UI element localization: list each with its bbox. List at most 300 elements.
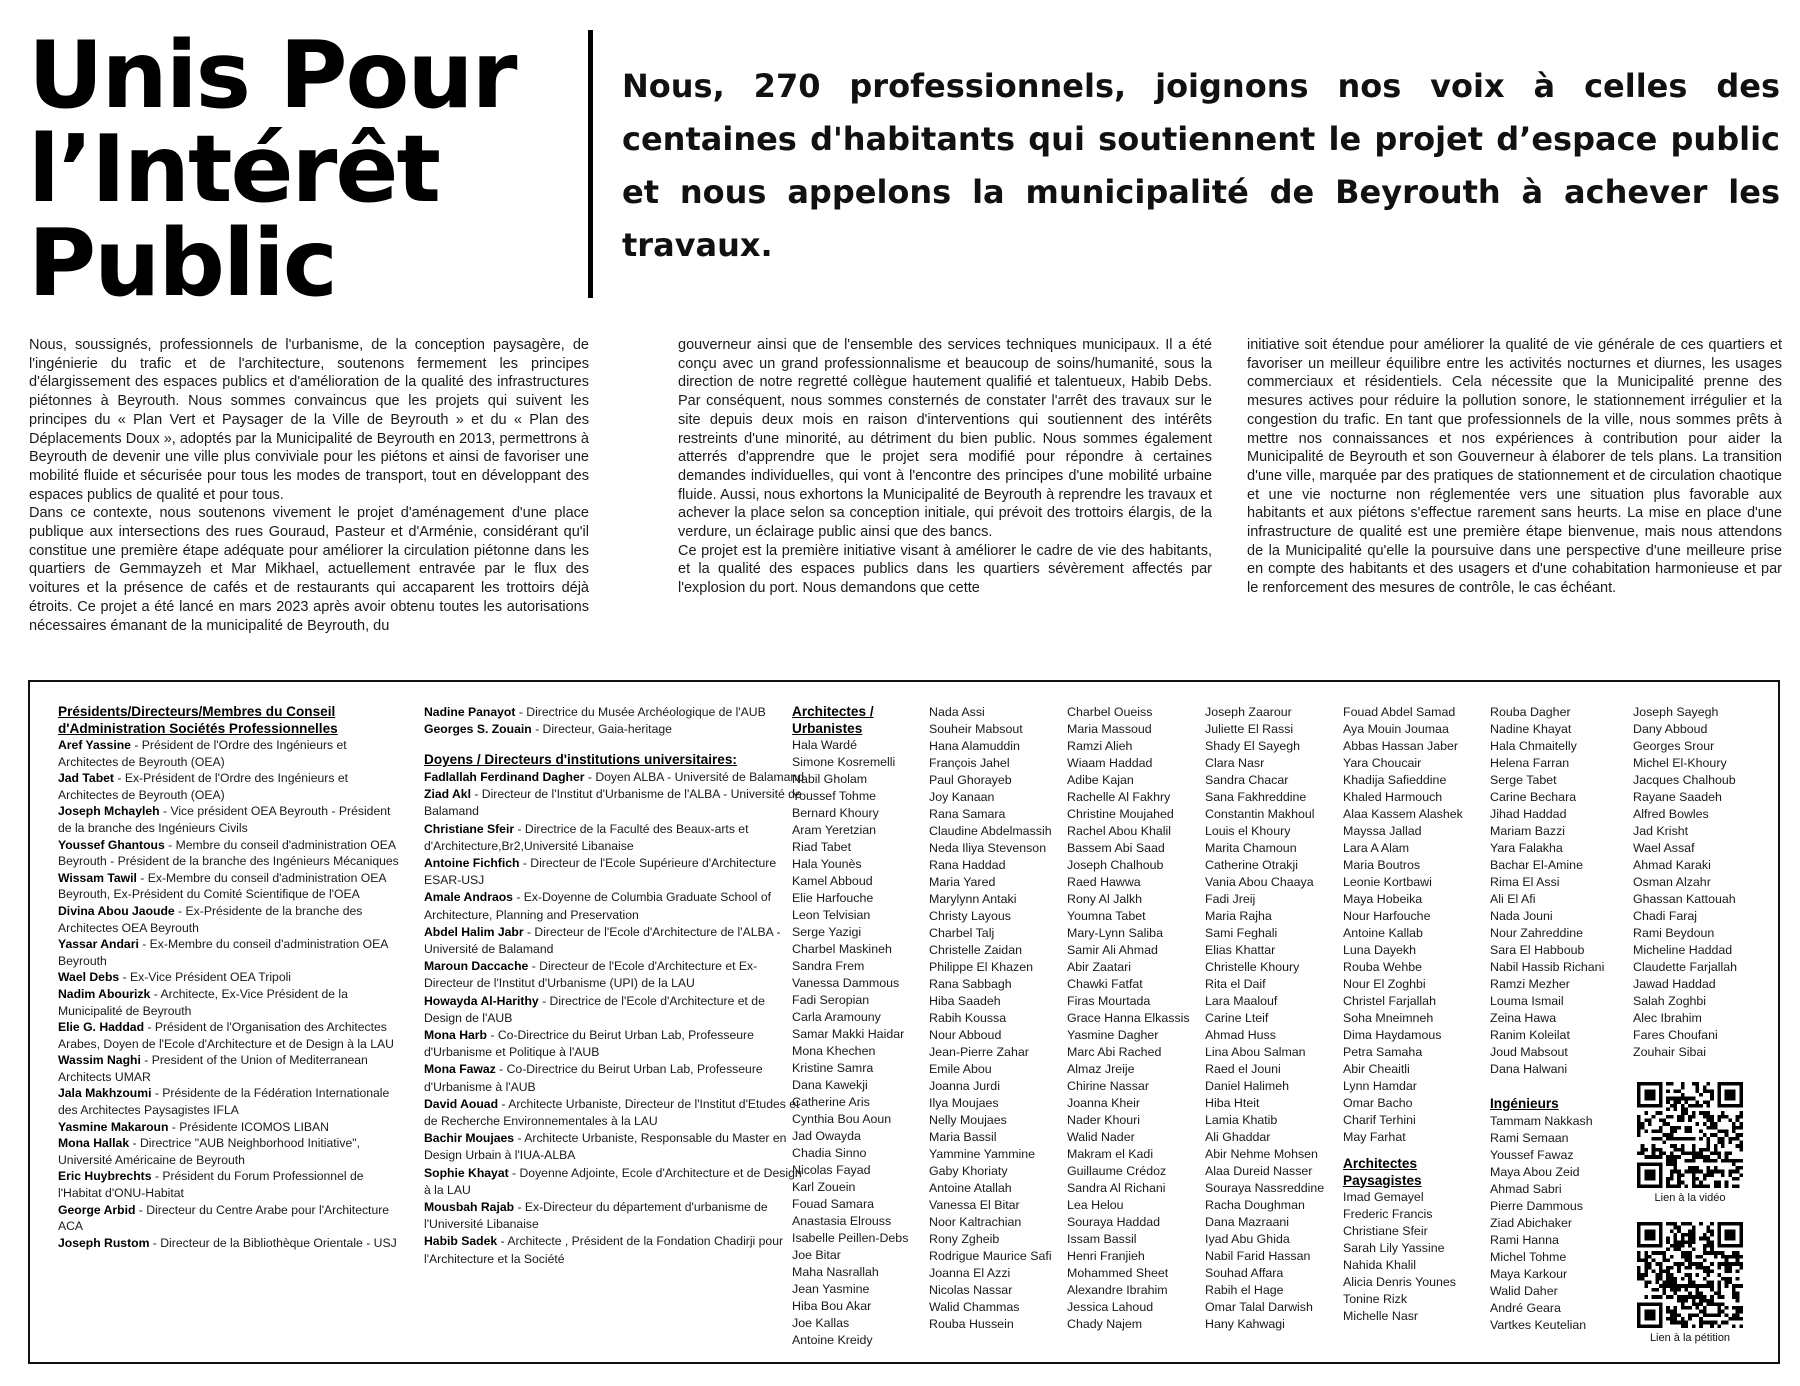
signatory-name: Michelle Nasr: [1343, 1309, 1419, 1323]
signatory-name: Maya Abou Zeid: [1490, 1164, 1580, 1179]
signatory-name: Christiane Sfeir: [1343, 1224, 1428, 1238]
signatory-entry: [424, 769, 804, 786]
signatory-role: - Président de l'Organisation des Architectes Arabes, Doyen de l'Ecole d'Architecture et de Design à la LAU: [58, 1020, 394, 1051]
headline-line-1: Unis Pour: [28, 21, 516, 129]
signatory-entry: [424, 889, 804, 923]
signatory-name: Nada Jouni: [1490, 909, 1553, 923]
signatory-entry: [58, 1202, 403, 1235]
signatory-entry: [58, 1052, 403, 1085]
signatory-entry: [424, 924, 804, 958]
signatory-name: Charif Terhini: [1343, 1113, 1416, 1127]
signatory-role: - Présidente de la Fédération Internationale des Architectes Paysagistes IFLA: [58, 1086, 390, 1118]
signatory-name: Howayda Al-Harithy: [424, 993, 539, 1008]
presidents-heading: Présidents/Directeurs/Membres du Conseil d'Administration Sociétés Professionnelles: [58, 704, 338, 736]
signatory-name: Maria Boutros: [1343, 858, 1421, 872]
signatory-name: Catherine Aris: [792, 1095, 870, 1109]
title-divider: [588, 30, 593, 298]
signatory-role: - Directeur du Centre Arabe pour l'Architecture ACA: [58, 1202, 390, 1234]
signatory-name: Riad Tabet: [792, 840, 852, 854]
signatory-entry: [424, 704, 804, 721]
signatory-name: Mariam Bazzi: [1490, 824, 1566, 838]
signatory-name: Serge Yazigi: [792, 925, 862, 939]
signatory-name: Alaa Dureid Nasser: [1205, 1164, 1313, 1178]
signatory-name: Iyad Abu Ghida: [1205, 1232, 1290, 1246]
headline-line-3: Public: [28, 209, 336, 317]
signatory-name: Elie Harfouche: [792, 891, 874, 905]
signatory-name: Ghassan Kattouah: [1633, 892, 1736, 906]
body-column-3: [1247, 336, 1782, 654]
signatory-name: Jacques Chalhoub: [1633, 773, 1736, 787]
signatory-name: Anastasia Elrouss: [792, 1214, 892, 1228]
signatory-name: Christelle Zaidan: [929, 943, 1022, 957]
signatory-name: Juliette El Rassi: [1205, 722, 1294, 736]
signatory-name: Claudine Abdelmassih: [929, 824, 1052, 838]
signatory-name: Nadim Abourizk: [58, 986, 151, 1001]
signatory-entry: [424, 1096, 804, 1130]
video-link-caption: Lien à la vidéo: [1654, 1192, 1726, 1204]
signatory-name: Samar Makki Haidar: [792, 1027, 905, 1041]
signatory-name: Joud Mabsout: [1490, 1045, 1568, 1059]
signatory-name: Serge Tabet: [1490, 773, 1557, 787]
signatory-name: Nadine Khayat: [1490, 722, 1572, 736]
signatory-name: Yasmine Makaroun: [58, 1119, 169, 1134]
signatory-entry: [424, 993, 804, 1027]
signatory-name: Charbel Oueiss: [1067, 705, 1153, 719]
signatory-name: Joseph Rustom: [58, 1235, 150, 1250]
signatory-role: - Directeur de l'Institut d'Urbanisme de l'ALBA - Université de Balamand: [424, 787, 802, 819]
signatory-name: Louis el Khoury: [1205, 824, 1291, 838]
signatory-name: Leon Telvisian: [792, 908, 871, 922]
signatory-name: Mona Khechen: [792, 1044, 876, 1058]
signatory-entry: [58, 936, 403, 969]
signatory-name: Sarah Lily Yassine: [1343, 1241, 1445, 1255]
signatory-role: - Ex-Présidente de la branche des Architectes OEA Beyrouth: [58, 903, 363, 935]
signatory-name: Almaz Jreije: [1067, 1062, 1135, 1076]
signatory-name: Jessica Lahoud: [1067, 1300, 1154, 1314]
signatory-name: Maha Nasrallah: [792, 1265, 879, 1279]
signatory-name: Ahmad Sabri: [1490, 1181, 1562, 1196]
signatory-name: Antoine Fichfich: [424, 855, 520, 870]
signatory-name: Nahida Khalil: [1343, 1258, 1417, 1272]
signatory-name: Rana Haddad: [929, 858, 1006, 872]
signatory-entry: [58, 803, 403, 836]
signatory-role: - Co-Directrice du Beirut Urban Lab, Professeure d'Urbanisme à l'AUB: [424, 1062, 763, 1094]
doyens-list: [424, 769, 804, 1268]
signatory-name: Nicolas Fayad: [792, 1163, 871, 1177]
signatory-name: Rabih Koussa: [929, 1011, 1007, 1025]
signatory-entry: [424, 721, 804, 738]
signatory-name: Michel Tohme: [1490, 1249, 1567, 1264]
signatory-role: - Ex-Membre du conseil d'administration OEA Beyrouth, Ex-Président du Comité Scientifique de l'OEA: [58, 870, 386, 902]
signatory-name: Mousbah Rajab: [424, 1199, 515, 1214]
lede-statement: Nous, 270 professionnels, joignons nos voix à celles des centaines d'habitants qui soutiennent le projet d’espace public et nous appelons la municipalité de Beyrouth à achever les travaux.: [622, 67, 1780, 264]
signatory-role: - Directeur, Gaia-heritage: [531, 722, 672, 737]
signatory-role: - Membre du conseil d'administration OEA Beyrouth - Président de la branche des Ingénieurs Mécaniques: [58, 837, 399, 869]
signatory-name: Carine Lteif: [1205, 1011, 1269, 1025]
signatory-name: Rachelle Al Fakhry: [1067, 790, 1171, 804]
presidents-column: [58, 704, 403, 1354]
signatory-name: Yasmine Dagher: [1067, 1028, 1159, 1042]
signatory-name: Souhad Affara: [1205, 1266, 1284, 1280]
signatory-name: Vartkes Keutelian: [1490, 1317, 1587, 1332]
signatory-entry: [424, 1061, 804, 1095]
signatory-name: Nabil Hassib Richani: [1490, 960, 1605, 974]
signatory-role: - Directrice "AUB Neighborhood Initiative", Université Américaine de Beyrouth: [58, 1136, 360, 1167]
signatory-name: Dana Halwani: [1490, 1062, 1568, 1076]
signatory-name: Abir Cheaitli: [1343, 1062, 1410, 1076]
petition-qr-code[interactable]: [1637, 1222, 1743, 1344]
signatory-name: Abir Nehme Mohsen: [1205, 1147, 1318, 1161]
signatory-role: - Co-Directrice du Beirut Urban Lab, Professeure d'Urbanisme et Politique à l'AUB: [424, 1027, 754, 1060]
signatory-entry: [424, 1027, 804, 1061]
signatory-name: Nour Abboud: [929, 1028, 1002, 1042]
signatory-name: Rima El Assi: [1490, 875, 1560, 889]
signatory-entry: [58, 969, 403, 986]
signatory-role: - Ex-Vice Président OEA Tripoli: [119, 970, 292, 985]
signatory-name: Cynthia Bou Aoun: [792, 1112, 892, 1126]
signatory-name: Carine Bechara: [1490, 790, 1577, 804]
signatory-name: Tonine Rizk: [1343, 1292, 1408, 1306]
signatory-name: Charbel Maskineh: [792, 942, 892, 956]
signatory-name: Sandra Chacar: [1205, 773, 1289, 787]
signatory-name: Joseph Sayegh: [1633, 705, 1719, 719]
signatory-role: - Directrice de la Faculté des Beaux-arts et d'Architecture,Br2,Université Libanaise: [424, 821, 749, 853]
signatory-name: Hiba Saadeh: [929, 994, 1001, 1008]
signatory-entry: [58, 1168, 403, 1201]
signatory-name: Sara El Habboub: [1490, 943, 1585, 957]
signatory-role: - President of the Union of Mediterranean Architects UMAR: [58, 1053, 368, 1084]
signatory-name: Joseph Zaarour: [1205, 705, 1292, 719]
signatory-name: Carla Aramouny: [792, 1010, 881, 1024]
signatory-name: Aref Yassine: [58, 738, 131, 752]
signatory-name: Rabih el Hage: [1205, 1283, 1284, 1297]
signatory-name: Abdel Halim Jabr: [424, 924, 524, 939]
signatories-box: [28, 680, 1780, 1364]
signatory-name: Rita el Daif: [1205, 977, 1266, 991]
signatory-name: Hana Alamuddin: [929, 739, 1020, 753]
signatory-name: Zeina Hawa: [1490, 1011, 1557, 1025]
signatory-name: Eric Huybrechts: [58, 1169, 152, 1184]
body-column-1: [29, 336, 589, 654]
signatory-name: Hiba Bou Akar: [792, 1299, 872, 1313]
signatory-name: Dany Abboud: [1633, 722, 1708, 736]
signatory-role: - Architecte Urbaniste, Responsable du Master en Design Urbain à l'IUA-ALBA: [424, 1131, 787, 1163]
signatory-entry: [58, 903, 403, 936]
architects-column-5: [1343, 704, 1483, 1325]
signatory-name: Jad Owayda: [792, 1129, 861, 1143]
qr-code-icon: [1637, 1222, 1743, 1328]
signatory-name: Henri Franjieh: [1067, 1249, 1145, 1263]
signatory-name: Fouad Samara: [792, 1197, 874, 1211]
doyens-heading: Doyens / Directeurs d'institutions universitaires:: [424, 752, 737, 768]
signatory-name: Maya Karkour: [1490, 1266, 1568, 1281]
signatory-name: Lamia Khatib: [1205, 1113, 1278, 1127]
signatory-name: Yammine Yammine: [929, 1147, 1036, 1161]
signatory-name: Daniel Halimeh: [1205, 1079, 1290, 1093]
signatory-name: Joy Kanaan: [929, 790, 995, 804]
signatory-name: Ziad Akl: [424, 787, 471, 802]
signatory-name: Marita Chamoun: [1205, 841, 1297, 855]
signatory-name: Alec Ibrahim: [1633, 1011, 1702, 1025]
signatory-name: Micheline Haddad: [1633, 943, 1733, 957]
signatory-entry: [58, 986, 403, 1019]
architects-column-1: [792, 704, 922, 1349]
signatory-name: Tammam Nakkash: [1490, 1113, 1593, 1128]
signatory-entry: [58, 737, 403, 770]
signatory-name: Fouad Abdel Samad: [1343, 705, 1456, 719]
signatory-name: Abir Zaatari: [1067, 960, 1132, 974]
signatory-name: Sami Feghali: [1205, 926, 1278, 940]
signatory-entry: [58, 870, 403, 903]
signatory-name: Leonie Kortbawi: [1343, 875, 1432, 889]
signatory-name: Rana Sabbagh: [929, 977, 1012, 991]
signatory-role: - Doyenne Adjointe, Ecole d'Architecture et de Design à la LAU: [424, 1165, 802, 1197]
signatory-role: - Président du Forum Professionnel de l'Habitat d'ONU-Habitat: [58, 1169, 364, 1201]
signatory-entry: [424, 786, 804, 820]
signatory-name: Pierre Dammous: [1490, 1198, 1583, 1213]
signatory-name: Yara Choucair: [1343, 756, 1422, 770]
signatory-name: Joseph Mchayleh: [58, 804, 160, 819]
signatory-name: Wael Debs: [58, 970, 120, 985]
signatory-name: Ahmad Karaki: [1633, 858, 1711, 872]
signatory-name: Chadia Sinno: [792, 1146, 867, 1160]
signatory-name: Rony Al Jalkh: [1067, 892, 1143, 906]
signatory-name: Joanna Jurdi: [929, 1079, 1000, 1093]
signatory-entry: [424, 958, 804, 992]
signatory-name: André Geara: [1490, 1300, 1561, 1315]
signatory-name: Joanna El Azzi: [929, 1266, 1011, 1280]
signatory-name: Vanessa Dammous: [792, 976, 900, 990]
signatory-name: Nabil Farid Hassan: [1205, 1249, 1311, 1263]
signatory-name: Noor Kaltrachian: [929, 1215, 1022, 1229]
signatory-role: - Directeur de l'Ecole Supérieure d'Architecture ESAR-USJ: [424, 855, 777, 888]
signatory-name: Walid Daher: [1490, 1283, 1558, 1298]
signatory-name: Claudette Farjallah: [1633, 960, 1738, 974]
signatory-name: Lara Maalouf: [1205, 994, 1278, 1008]
signatory-name: Youssef Tohme: [792, 789, 877, 803]
signatory-name: Mona Fawaz: [424, 1062, 496, 1077]
paragraph: Nous, soussignés, professionnels de l'urbanisme, de la conception paysagère, de l'ingénierie du trafic et de l'architecture, soutenons fermement les principes d'élargissement des espaces publics et d'amélioration de la qualité des infrastructures piétonnes à Beyrouth. Nous sommes convaincus que les projets qui suivent les principes du « Plan Vert et Paysager de la Ville de Beyrouth » et du « Plan des Déplacements Doux », adoptés par la Municipalité de Beyrouth en 2013, permettrons à Beyrouth de devenir une ville plus conviviale pour les piétons et ainsi de favoriser une mobilité fluide et sécurisée pour tous les modes de transport, tout en développant des espaces publics de qualité et pour tous.: [29, 337, 589, 503]
landscape-heading: Architectes Paysagistes: [1343, 1156, 1422, 1188]
signatory-name: Nicolas Nassar: [929, 1283, 1013, 1297]
signatory-name: Mona Hallak: [58, 1136, 130, 1151]
engineers-heading: Ingénieurs: [1490, 1096, 1559, 1111]
signatory-name: George Arbid: [58, 1202, 136, 1217]
signatory-name: Hala Wardé: [792, 738, 857, 752]
signatory-name: Khaled Harmouch: [1343, 790, 1443, 804]
signatory-entry: [58, 1235, 403, 1252]
signatory-name: Zouhair Sibai: [1633, 1045, 1707, 1059]
signatory-name: Ramzi Mezher: [1490, 977, 1570, 991]
signatory-name: Christelle Khoury: [1205, 960, 1300, 974]
signatory-name: Clara Nasr: [1205, 756, 1265, 770]
signatory-name: Gaby Khoriaty: [929, 1164, 1008, 1178]
signatory-name: Maya Hobeika: [1343, 892, 1423, 906]
signatory-name: Imad Gemayel: [1343, 1190, 1424, 1204]
signatory-name: Fadi Jreij: [1205, 892, 1256, 906]
signatory-name: Philippe El Khazen: [929, 960, 1034, 974]
signatory-name: Nour Zahreddine: [1490, 926, 1583, 940]
signatory-entry: [424, 1199, 804, 1233]
signatory-name: Racha Doughman: [1205, 1198, 1305, 1212]
directors-list: [424, 704, 804, 738]
signatory-name: Mona Harb: [424, 1027, 487, 1042]
signatory-name: Rouba Hussein: [929, 1317, 1014, 1331]
signatory-name: Grace Hanna Elkassis: [1067, 1011, 1190, 1025]
signatory-name: Joe Kallas: [792, 1316, 850, 1330]
signatory-name: Rami Semaan: [1490, 1130, 1569, 1145]
signatory-name: Raed Hawwa: [1067, 875, 1141, 889]
architects-column-3: [1067, 704, 1202, 1333]
paragraph: Dans ce contexte, nous soutenons vivement le projet d'aménagement d'une place publique aux intersections des rues Gouraud, Pasteur et d'Arménie, considérant qu'il constitue une première étape adéquate pour améliorer la circulation piétonne dans les quartiers de Gemmayzeh et Mar Mikhael, actuellement entravée par le flux des voitures et la présence de cafés et de restaurants qui accaparent les trottoirs déjà étroits. Ce projet a été lancé en mars 2023 après avoir obtenu toutes les autorisations nécessaires émanant de la municipalité de Beyrouth, du: [29, 505, 589, 634]
signatory-name: Bachar El-Amine: [1490, 858, 1583, 872]
signatory-name: Makram el Kadi: [1067, 1147, 1154, 1161]
signatory-name: Rana Samara: [929, 807, 1006, 821]
signatory-name: Mary-Lynn Saliba: [1067, 926, 1163, 940]
signatory-name: Michel El-Khoury: [1633, 756, 1727, 770]
signatory-name: Louma Ismail: [1490, 994, 1564, 1008]
signatory-name: Jad Krisht: [1633, 824, 1689, 838]
signatory-name: Firas Mourtada: [1067, 994, 1151, 1008]
signatory-name: Isabelle Peillen-Debs: [792, 1231, 909, 1245]
signatory-name: Dima Haydamous: [1343, 1028, 1442, 1042]
signatory-name: Souheir Mabsout: [929, 722, 1023, 736]
signatory-name: Hany Kahwagi: [1205, 1317, 1285, 1331]
signatory-name: Aram Yeretzian: [792, 823, 877, 837]
signatory-name: Alexandre Ibrahim: [1067, 1283, 1168, 1297]
signatory-name: Joanna Kheir: [1067, 1096, 1141, 1110]
signatory-name: Simone Kosremelli: [792, 755, 896, 769]
signatory-name: Dana Kawekji: [792, 1078, 868, 1092]
signatory-name: Lina Abou Salman: [1205, 1045, 1306, 1059]
signatory-name: Bassem Abi Saad: [1067, 841, 1165, 855]
signatory-role: - Ex-Directeur du département d'urbanisme de l'Université Libanaise: [424, 1199, 768, 1232]
signatory-entry: [58, 770, 403, 803]
signatory-name: Lea Helou: [1067, 1198, 1124, 1212]
signatory-name: Youmna Tabet: [1067, 909, 1146, 923]
presidents-list: [58, 737, 403, 1251]
signatory-name: Frederic Francis: [1343, 1207, 1433, 1221]
paragraph: Ce projet est la première initiative visant à améliorer le cadre de vie des habitants, et la qualité des espaces publics dans les quartiers sévèrement affectés par l'explosion du port. Nous demandons que cette: [678, 542, 1212, 597]
signatory-name: Guillaume Crédoz: [1067, 1164, 1167, 1178]
signatory-name: Salah Zoghbi: [1633, 994, 1707, 1008]
signatory-role: - Directeur de la Bibliothèque Orientale - USJ: [149, 1235, 397, 1250]
signatory-name: Fadi Seropian: [792, 993, 870, 1007]
signatory-name: Chady Najem: [1067, 1317, 1143, 1331]
signatory-name: Sophie Khayat: [424, 1165, 509, 1180]
doyens-column: [424, 704, 804, 1354]
signatory-name: Christel Farjallah: [1343, 994, 1436, 1008]
signatory-name: Sandra Al Richani: [1067, 1181, 1166, 1195]
signatory-name: Rayane Saadeh: [1633, 790, 1722, 804]
signatory-role: - Directeur de l'Ecole d'Architecture de l'ALBA - Université de Balamand: [424, 924, 781, 956]
signatory-role: - Architecte, Ex-Vice Président de la Municipalité de Beyrouth: [58, 986, 348, 1018]
signatory-name: Nadine Panayot: [424, 705, 516, 719]
signatory-name: Joe Bitar: [792, 1248, 841, 1262]
signatory-name: Sandra Frem: [792, 959, 865, 973]
signatory-name: Catherine Otrakji: [1205, 858, 1298, 872]
signatory-name: Antoine Kreidy: [792, 1333, 873, 1347]
signatory-name: Youssef Fawaz: [1490, 1147, 1574, 1162]
signatory-name: Kamel Abboud: [792, 874, 873, 888]
signatory-name: Luna Dayekh: [1343, 943, 1417, 957]
signatory-name: Abbas Hassan Jaber: [1343, 739, 1459, 753]
signatory-name: Ilya Moujaes: [929, 1096, 999, 1110]
signatory-name: Charbel Talj: [929, 926, 995, 940]
signatory-name: Rachel Abou Khalil: [1067, 824, 1172, 838]
signatory-role: - Doyen ALBA - Université de Balamand: [584, 769, 804, 784]
signatory-role: - Président de l'Ordre des Ingénieurs et Architectes de Beyrouth (OEA): [58, 738, 347, 769]
qr-code-icon: [1637, 1082, 1743, 1188]
headline-line-2: l’Intérêt: [28, 115, 439, 223]
architects-column-4: [1205, 704, 1340, 1333]
signatory-name: Christy Layous: [929, 909, 1011, 923]
signatory-name: Nabil Gholam: [792, 772, 868, 786]
signatory-name: Joseph Chalhoub: [1067, 858, 1164, 872]
signatory-name: Maria Massoud: [1067, 722, 1152, 736]
paragraph: gouverneur ainsi que de l'ensemble des services techniques municipaux. Il a été conçu avec un grand professionnalisme et beaucoup de soins/humanité, sous la direction de notre regretté collègue hautement qualifié et talentueux, Habib Debs. Par conséquent, nous sommes consternés de constater l'arrêt des travaux sur le site depuis deux mois en raison d'interventions qui soutiennent des intérêts restreints d'une minorité, au détriment du bien public. Nous sommes également atterrés d'apprendre que le projet sera modifié pour répondre à certaines demandes individuelles, qui vont à l'encontre des principes d'une mobilité urbaine fluide. Aussi, nous exhortons la Municipalité de Beyrouth à reprendre les travaux et achever la place selon sa conception initiale, qui prévoit des trottoirs élargis, de la verdure, un éclairage public ainsi que des bancs.: [678, 337, 1212, 541]
signatory-name: Maroun Daccache: [424, 959, 529, 974]
signatory-name: Maria Bassil: [929, 1130, 997, 1144]
signatory-name: Marylynn Antaki: [929, 892, 1017, 906]
signatory-name: Ramzi Alieh: [1067, 739, 1133, 753]
signatory-name: Rami Hanna: [1490, 1232, 1559, 1247]
signatory-entry: [424, 821, 804, 855]
signatory-name: Rami Beydoun: [1633, 926, 1715, 940]
signatory-name: Karl Zouein: [792, 1180, 856, 1194]
body-column-2: [678, 336, 1212, 654]
signatory-role: - Ex-Président de l'Ordre des Ingénieurs et Architectes de Beyrouth (OEA): [58, 771, 349, 802]
signatory-name: Soha Mneimneh: [1343, 1011, 1434, 1025]
signatory-name: Neda Iliya Stevenson: [929, 841, 1047, 855]
signatory-name: Hala Chmaitelly: [1490, 739, 1577, 753]
architects-heading: Architectes / Urbanistes: [792, 704, 874, 736]
signatory-name: Aya Mouin Joumaa: [1343, 722, 1449, 736]
signatory-name: Divina Abou Jaoude: [58, 903, 175, 918]
signatory-name: Antoine Kallab: [1343, 926, 1423, 940]
signatory-name: Jean-Pierre Zahar: [929, 1045, 1029, 1059]
signatory-name: Fares Choufani: [1633, 1028, 1718, 1042]
signatory-name: Ranim Koleilat: [1490, 1028, 1570, 1042]
signatory-entry: [424, 1165, 804, 1199]
signatory-name: Wiaam Haddad: [1067, 756, 1153, 770]
signatory-name: Mayssa Jallad: [1343, 824, 1422, 838]
signatory-entry: [424, 855, 804, 889]
signatory-name: Walid Nader: [1067, 1130, 1135, 1144]
signatory-name: Ali El Afi: [1490, 892, 1536, 906]
signatory-name: Dana Mazraani: [1205, 1215, 1290, 1229]
signatory-name: Khadija Safieddine: [1343, 773, 1447, 787]
signatory-name: Bachir Moujaes: [424, 1131, 515, 1146]
signatory-name: Maria Rajha: [1205, 909, 1272, 923]
signatory-name: Souraya Nassreddine: [1205, 1181, 1325, 1195]
signatory-entry: [58, 1135, 403, 1168]
signatory-name: Christine Moujahed: [1067, 807, 1174, 821]
architects-column-6: [1490, 704, 1630, 1334]
signatory-name: Wissam Tawil: [58, 870, 137, 885]
signatory-name: Jala Makhzoumi: [58, 1086, 152, 1101]
video-qr-code[interactable]: [1637, 1082, 1743, 1204]
signatory-name: Chawki Fatfat: [1067, 977, 1143, 991]
signatory-name: Nader Khouri: [1067, 1113, 1141, 1127]
signatory-role: - Directrice du Musée Archéologique de l'AUB: [515, 705, 766, 719]
signatory-name: David Aouad: [424, 1096, 499, 1111]
signatory-name: Jad Tabet: [58, 771, 114, 786]
signatory-name: Walid Chammas: [929, 1300, 1020, 1314]
signatory-name: Constantin Makhoul: [1205, 807, 1315, 821]
signatory-name: Yara Falakha: [1490, 841, 1563, 855]
signatory-entry: [58, 1085, 403, 1118]
